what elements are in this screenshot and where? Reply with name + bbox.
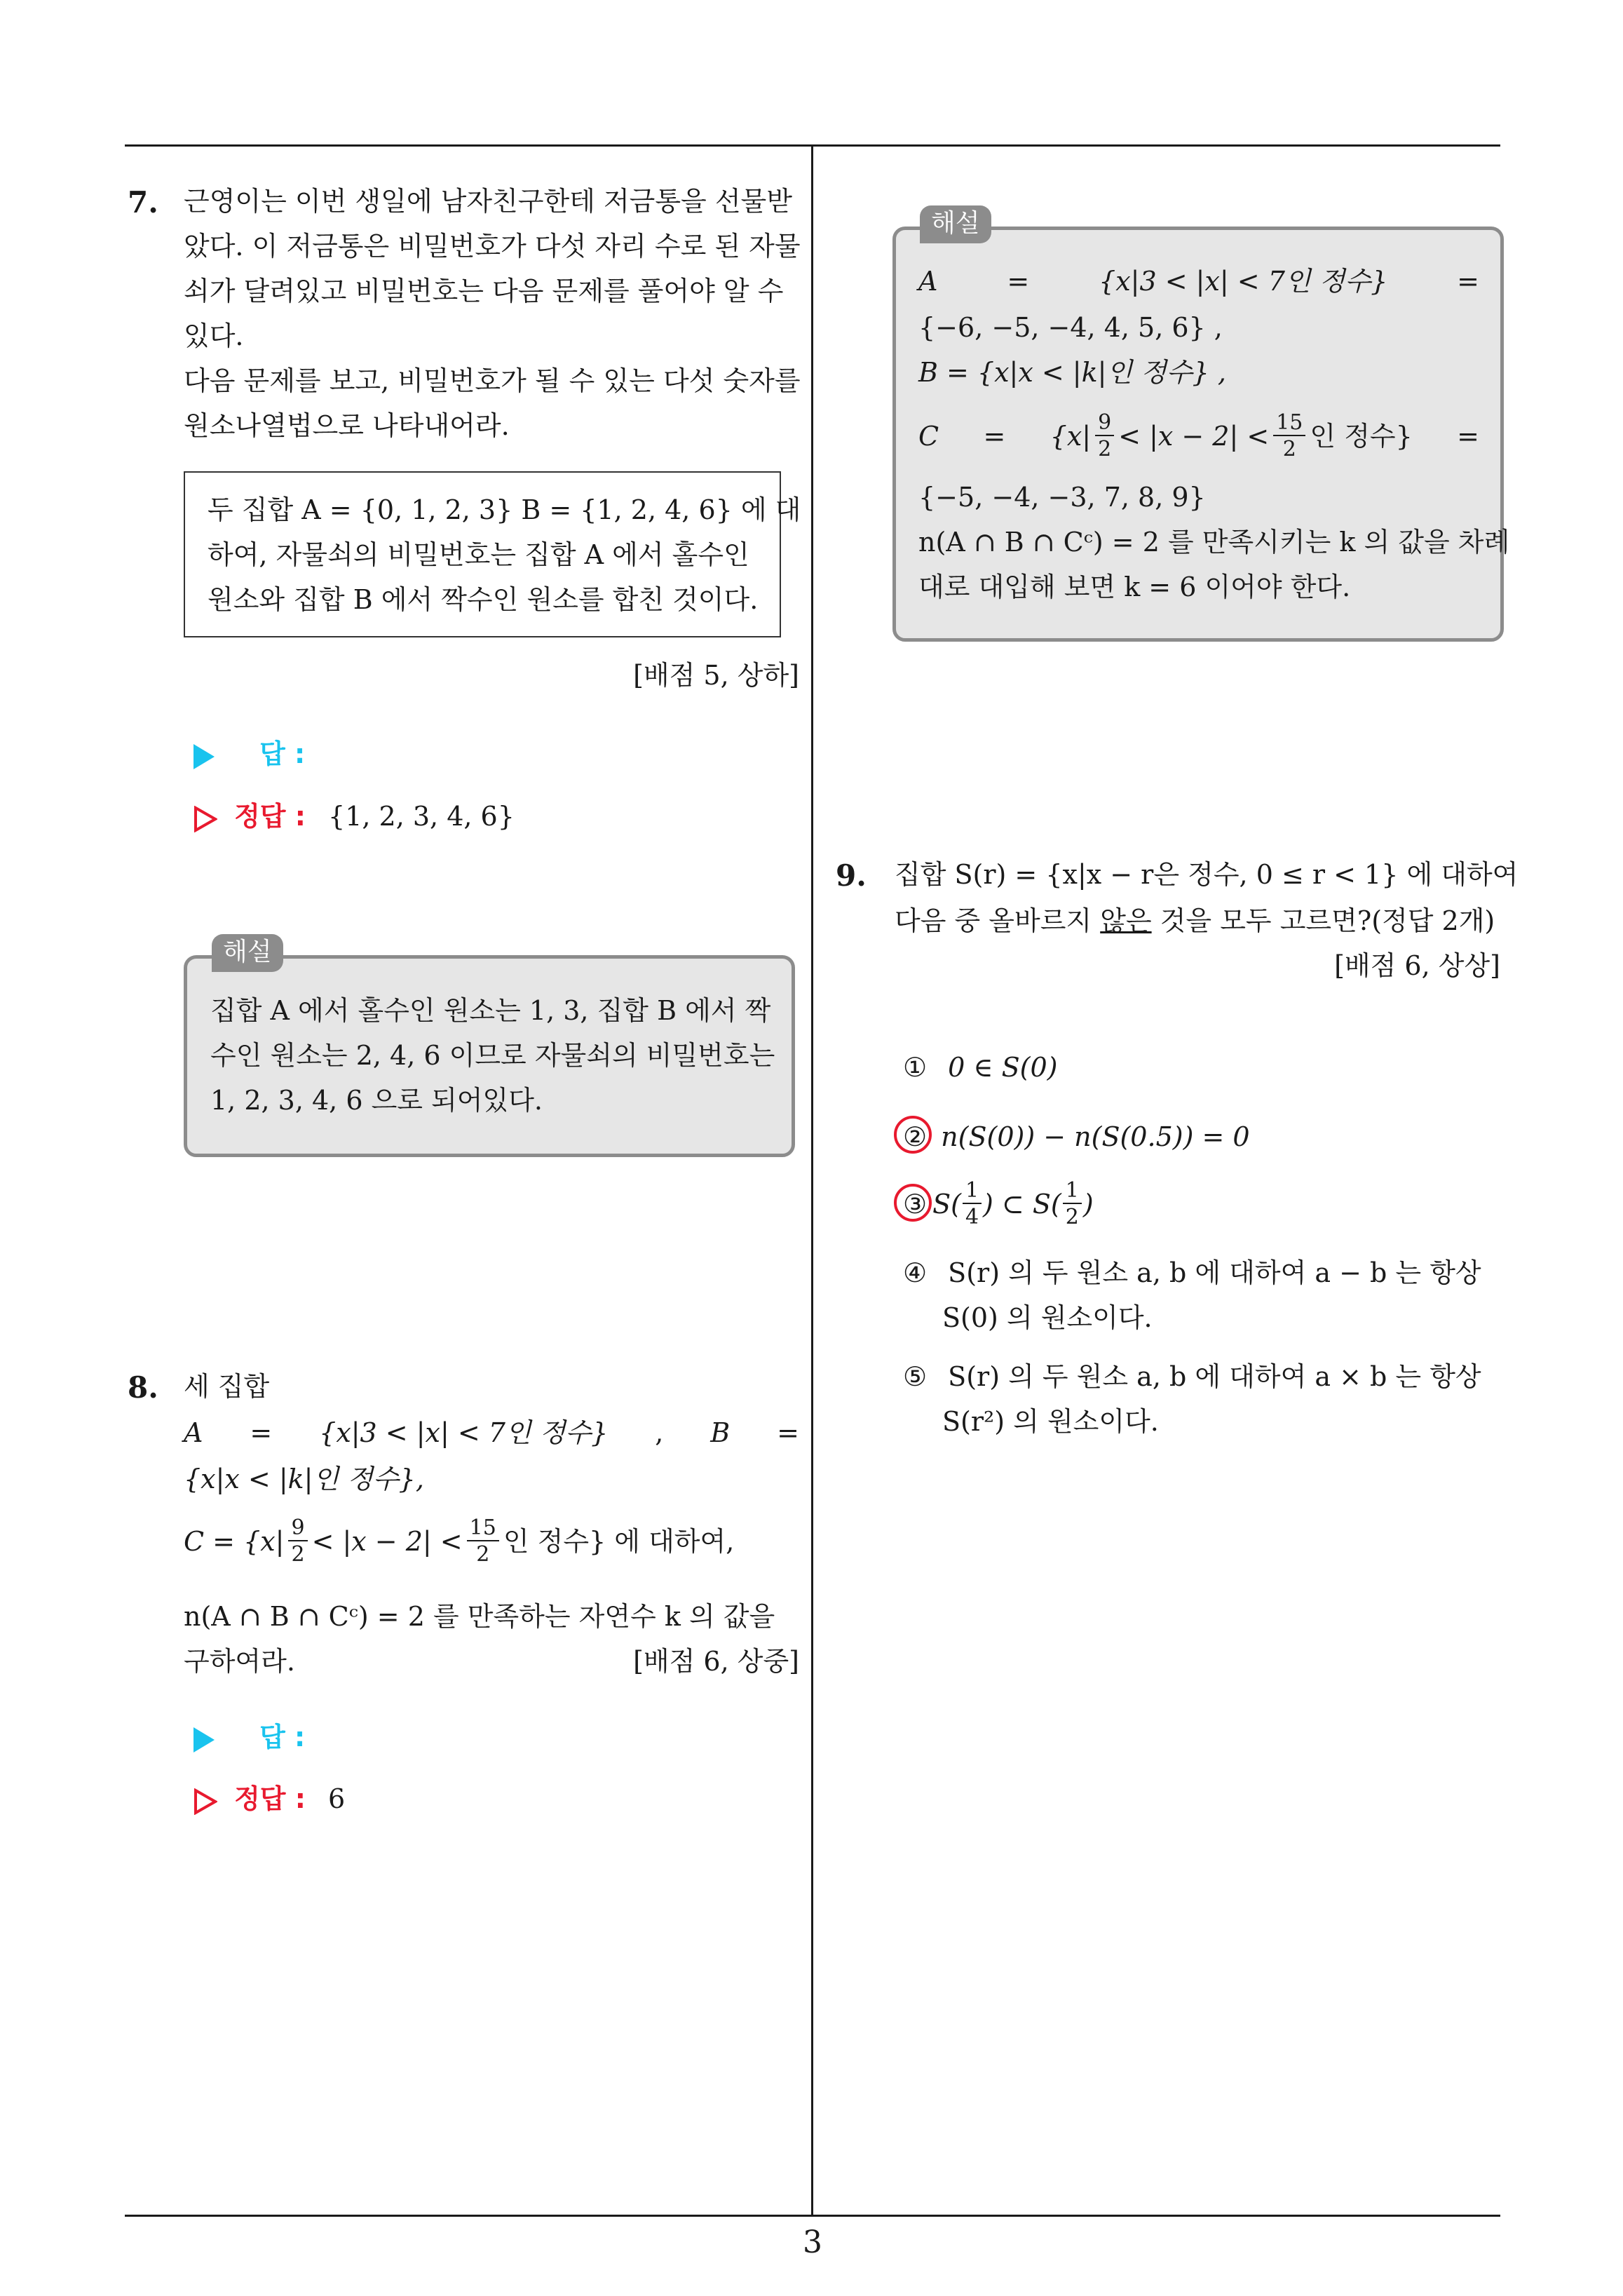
solution-line: 집합 A 에서 홀수인 원소는 1, 3, 집합 B 에서 짝 xyxy=(210,995,771,1026)
solution-tag: 해설 xyxy=(920,205,991,243)
question-text-line: 쇠가 달려있고 비밀번호는 다음 문제를 풀어야 알 수 xyxy=(184,276,784,306)
fraction-denominator: 2 xyxy=(291,1542,305,1567)
option-number: ① xyxy=(903,1052,928,1083)
score-label: [배점 6, 상상] xyxy=(1334,950,1500,981)
answer-row xyxy=(193,738,306,769)
solution-line: 대로 대입해 보면 k = 6 이어야 한다. xyxy=(918,572,1351,602)
outline-triangle-icon xyxy=(193,1788,217,1815)
solution-line: {−6, −5, −4, 4, 5, 6} , xyxy=(918,312,1223,343)
set-definition-line: {x|x < |k|인 정수}, xyxy=(184,1464,424,1494)
correct-label: 정답 : xyxy=(234,801,306,832)
solution-line: B = {x|x < |k|인 정수} , xyxy=(918,357,1226,388)
option-text: n(S(0)) − n(S(0.5)) = 0 xyxy=(941,1121,1250,1152)
fraction-numerator: 9 xyxy=(1095,412,1114,436)
option-text: 0 ∈ S(0) xyxy=(948,1052,1058,1083)
fraction xyxy=(963,1180,982,1228)
bottom-rule xyxy=(125,2215,1500,2217)
option-4[interactable] xyxy=(903,1257,1481,1288)
outline-triangle-icon xyxy=(193,806,217,832)
fraction-denominator: 2 xyxy=(1282,437,1296,461)
question-text-line xyxy=(895,907,1495,934)
fraction-denominator: 2 xyxy=(476,1542,490,1567)
math-token: {x|3 < |x| < 7인 정수} xyxy=(319,1417,609,1448)
answer-label: 답 : xyxy=(259,1722,306,1753)
column-divider xyxy=(811,144,813,2217)
math-token: < |x − 2| < xyxy=(311,1526,463,1557)
math-token: = xyxy=(1457,266,1479,297)
correct-answer-row xyxy=(193,1785,345,1815)
solution-line: 1, 2, 3, 4, 6 으로 되어있다. xyxy=(210,1085,543,1116)
option-3[interactable] xyxy=(903,1180,1094,1229)
option-text: S(r) 의 두 원소 a, b 에 대하여 a × b 는 항상 xyxy=(948,1361,1481,1392)
fraction xyxy=(1273,412,1305,460)
question-text-line: 았다. 이 저금통은 비밀번호가 다섯 자리 수로 된 자물 xyxy=(184,231,801,262)
solution-line xyxy=(918,412,1479,460)
correct-label: 정답 : xyxy=(234,1783,306,1814)
underlined-word: 않은 xyxy=(1100,905,1152,936)
math-token: A xyxy=(184,1417,203,1448)
question-number: 7. xyxy=(128,185,158,220)
question-text-line: 근영이는 이번 생일에 남자친구한테 저금통을 선물받 xyxy=(184,186,792,217)
fraction xyxy=(467,1515,499,1567)
correct-value: 6 xyxy=(328,1783,346,1814)
math-token: = xyxy=(983,421,1006,452)
math-token: < |x − 2| < xyxy=(1118,421,1270,452)
question-text-line: 있다. xyxy=(184,320,244,351)
score-label: [배점 6, 상중] xyxy=(633,1646,799,1677)
math-token: = xyxy=(1457,421,1479,452)
question-number: 8. xyxy=(128,1370,158,1405)
option-5-cont: S(r²) 의 원소이다. xyxy=(942,1406,1159,1437)
question-text-line: 구하여라. xyxy=(184,1646,295,1677)
option-number: ⑤ xyxy=(903,1361,928,1392)
question-text-line: 다음 문제를 보고, 비밀번호가 될 수 있는 다섯 숫자를 xyxy=(184,365,801,396)
page-number: 3 xyxy=(803,2224,822,2260)
question-text-line: n(A ∩ B ∩ Cᶜ) = 2 를 만족하는 자연수 k 의 값을 xyxy=(184,1601,775,1632)
math-token: , xyxy=(655,1417,664,1448)
math-token: A xyxy=(918,266,938,297)
math-token: = xyxy=(250,1417,273,1448)
solution-line xyxy=(918,268,1479,295)
question-text-line: 원소나열법으로 나타내어라. xyxy=(184,410,510,441)
fraction xyxy=(288,1515,307,1567)
math-token: 인 정수} xyxy=(1310,421,1413,452)
option-text: ) xyxy=(1082,1189,1094,1220)
play-triangle-icon xyxy=(193,1727,215,1753)
option-4-cont: S(0) 의 원소이다. xyxy=(942,1302,1153,1333)
fraction-denominator: 4 xyxy=(965,1205,979,1229)
math-token: = xyxy=(777,1417,799,1448)
math-token: C = {x| xyxy=(184,1526,285,1557)
correct-answer-row xyxy=(193,803,515,832)
fraction-numerator: 1 xyxy=(963,1180,982,1204)
fraction xyxy=(1063,1180,1082,1228)
math-token: {x|3 < |x| < 7인 정수} xyxy=(1099,266,1388,297)
fraction xyxy=(1095,412,1114,460)
score-label: [배점 5, 상하] xyxy=(633,660,799,691)
solution-line: {−5, −4, −3, 7, 8, 9} xyxy=(918,482,1206,513)
set-expression xyxy=(1050,412,1413,460)
solution-line: 수인 원소는 2, 4, 6 이므로 자물쇠의 비밀번호는 xyxy=(210,1040,775,1071)
set-definition-line xyxy=(184,1419,799,1446)
option-number: ④ xyxy=(903,1257,928,1288)
question-text-line: 집합 S(r) = {x|x − r은 정수, 0 ≤ r < 1} 에 대하여 xyxy=(895,859,1519,890)
question-number: 9. xyxy=(836,858,867,893)
option-1[interactable] xyxy=(903,1054,1058,1081)
option-number: ③ xyxy=(903,1189,928,1220)
set-definition-line xyxy=(184,1515,735,1567)
condition-line: 두 집합 A = {0, 1, 2, 3} B = {1, 2, 4, 6} 에 대 xyxy=(208,494,801,525)
play-triangle-icon xyxy=(193,744,215,769)
option-2[interactable] xyxy=(903,1123,1250,1150)
text-span: 것을 모두 고르면?(정답 2개) xyxy=(1151,905,1495,936)
answer-label: 답 : xyxy=(259,738,306,769)
answer-row xyxy=(193,1724,305,1753)
correct-value: {1, 2, 3, 4, 6} xyxy=(328,801,515,832)
option-text: S(r) 의 두 원소 a, b 에 대하여 a − b 는 항상 xyxy=(948,1257,1481,1288)
solution-line: n(A ∩ B ∩ Cᶜ) = 2 를 만족시키는 k 의 값을 차례 xyxy=(918,527,1510,558)
option-5[interactable] xyxy=(903,1363,1481,1390)
math-token: = xyxy=(1007,266,1030,297)
fraction-denominator: 2 xyxy=(1098,437,1112,461)
question-title: 세 집합 xyxy=(184,1371,270,1402)
option-number: ② xyxy=(903,1121,928,1152)
option-text: S( xyxy=(932,1189,961,1220)
fraction-numerator: 9 xyxy=(288,1518,307,1541)
fraction-numerator: 15 xyxy=(1273,412,1305,436)
fraction-numerator: 1 xyxy=(1063,1180,1082,1204)
fraction-numerator: 15 xyxy=(467,1518,499,1541)
math-token: {x| xyxy=(1050,421,1092,452)
fraction-denominator: 2 xyxy=(1065,1205,1079,1229)
math-token: B xyxy=(710,1417,731,1448)
condition-line: 원소와 집합 B 에서 짝수인 원소를 합친 것이다. xyxy=(208,584,759,615)
text-span: 다음 중 올바르지 xyxy=(895,905,1101,936)
option-text: ) ⊂ S( xyxy=(983,1189,1061,1220)
math-token: C xyxy=(918,421,939,452)
condition-line: 하여, 자물쇠의 비밀번호는 집합 A 에서 홀수인 xyxy=(208,539,749,570)
solution-tag: 해설 xyxy=(212,934,283,972)
math-token: 인 정수} 에 대하여, xyxy=(503,1526,735,1557)
